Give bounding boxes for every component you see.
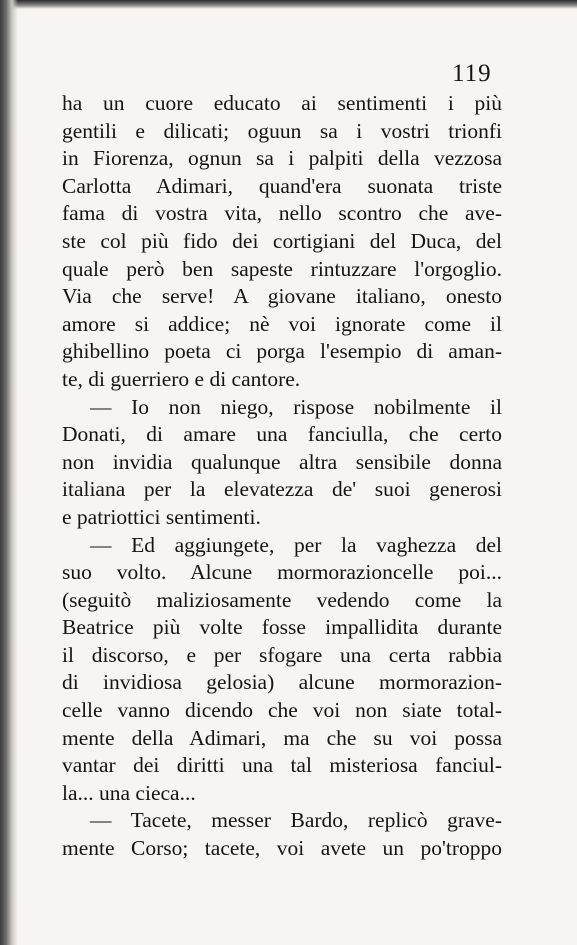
text-line: quale però ben sapeste rintuzzare l'orgoglio. <box>62 256 502 281</box>
text-line: la... una cieca... <box>62 780 196 805</box>
text-line: in Fiorenza, ognun sa i palpiti della vezzosa <box>62 146 502 171</box>
text-line: Donati, di amare una fanciulla, che certo <box>62 422 502 447</box>
book-spine-shadow <box>0 0 18 945</box>
text-line: italiana per la elevatezza de' suoi generosi <box>62 477 502 502</box>
text-line: suo volto. Alcune mormorazioncelle poi... <box>62 560 502 585</box>
text-line: te, di guerriero e di cantore. <box>62 366 301 391</box>
body-text <box>62 90 502 863</box>
text-line: amore si addice; nè voi ignorate come il <box>62 311 502 336</box>
text-line: — Io non niego, rispose nobilmente il <box>90 394 502 419</box>
text-line: Beatrice più volte fosse impallidita durante <box>62 615 502 640</box>
text-line: ste col più fido dei cortigiani del Duca, del <box>62 228 502 253</box>
text-line: — Tacete, messer Bardo, replicò grave- <box>90 808 502 833</box>
text-line: ghibellino poeta ci porga l'esempio di aman- <box>62 339 502 364</box>
text-line: mente della Adimari, ma che su voi possa <box>62 725 502 750</box>
text-line: non invidia qualunque altra sensibile donna <box>62 449 502 474</box>
text-line: gentili e dilicati; oguun sa i vostri trionfi <box>62 118 502 143</box>
text-line: — Ed aggiungete, per la vaghezza del <box>90 532 502 557</box>
text-line: di invidiosa gelosia) alcune mormorazion- <box>62 670 502 695</box>
page-number: 119 <box>452 60 492 87</box>
text-line: ha un cuore educato ai sentimenti i più <box>62 91 502 115</box>
text-line: (seguitò maliziosamente vedendo come la <box>62 587 502 612</box>
text-line: vantar dei diritti una tal misteriosa fanciul- <box>62 753 502 778</box>
text-line: fama di vostra vita, nello scontro che ave- <box>62 201 502 226</box>
text-line: mente Corso; tacete, voi avete un po'troppo <box>62 836 502 861</box>
text-line: celle vanno dicendo che voi non siate total- <box>62 698 502 723</box>
text-line: Carlotta Adimari, quand'era suonata triste <box>62 173 502 198</box>
page-top-edge <box>0 0 577 9</box>
text-line: il discorso, e per sfogare una certa rabbia <box>62 642 502 667</box>
text-line: Via che serve! A giovane italiano, onesto <box>62 284 502 309</box>
text-line: e patriottici sentimenti. <box>62 504 261 529</box>
